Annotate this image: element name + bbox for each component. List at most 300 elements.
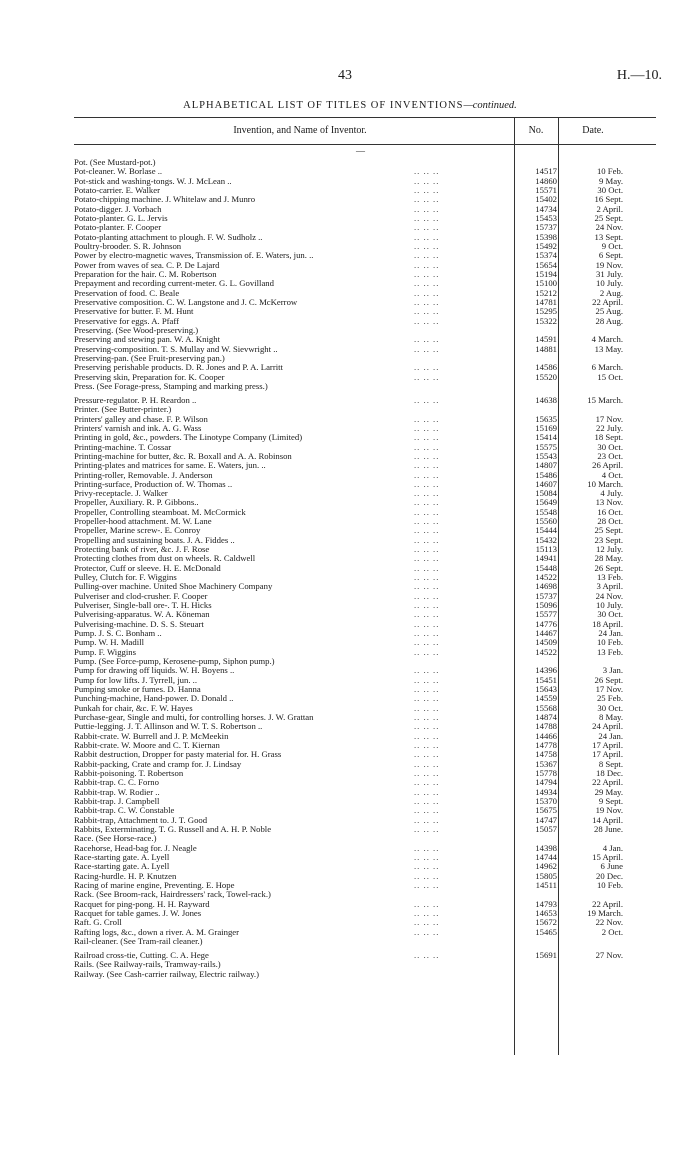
patent-number: 15402 [535,194,557,205]
leader-dots: .. .. .. [414,371,440,382]
patent-number: 15398 [535,231,557,242]
patent-number: 14941 [535,553,557,564]
application-date: 12 July. [596,544,623,555]
application-date: 22 April. [592,898,623,909]
leader-dots: .. .. .. [414,749,440,760]
leader-dots: .. .. .. [414,786,440,797]
patent-number: 14396 [535,665,557,676]
patent-number: 14522 [535,572,557,583]
patent-number: 14747 [535,814,557,825]
application-date: 25 Sept. [594,212,623,223]
table-row [0,564,700,573]
patent-number: 15113 [535,544,557,555]
table-row [0,909,700,918]
application-date: 23 Oct. [597,450,623,461]
invention-title: Race-starting gate. A. Lyell [74,852,170,862]
application-date: 10 July. [596,600,623,611]
leader-dots: .. .. .. [414,278,440,289]
invention-title: Preserving perishable products. D. R. Jones and P. A. Larritt [74,363,283,373]
leader-dots: .. .. .. [414,572,440,583]
patent-number: 14794 [535,777,557,788]
patent-number: 14509 [535,637,557,648]
leader-dots: .. .. .. [414,268,440,279]
leader-dots: .. .. .. [414,768,440,778]
invention-title: Potato-planter. F. Cooper [74,223,162,233]
invention-title: Pumping smoke or fumes. D. Hanna [74,685,201,695]
application-date: 24 April. [592,721,623,732]
leader-dots: .. .. .. [414,618,440,629]
leader-dots: .. .. .. [414,730,440,741]
invention-title: Rabbit destruction, Dropper for pasty material for. H. Grass [74,750,282,760]
patent-number: 15577 [535,609,557,620]
invention-title: Pump. W. H. Madill [74,638,144,648]
patent-number: 15643 [535,684,557,695]
patent-number: 15453 [535,212,557,223]
invention-title: Racehorse, Head-bag for. J. Neagle [74,843,197,853]
invention-title: Railway. (See Cash-carrier railway, Electric railway.) [74,969,259,979]
invention-title: Potato-planter. G. L. Jervis [74,213,168,223]
application-date: 28 May. [594,553,623,564]
table-row [0,788,700,797]
table-row [0,363,700,372]
table-row [0,461,700,470]
leader-dots: .. .. .. [414,637,440,648]
application-date: 26 April. [592,460,623,471]
leader-dots: .. .. .. [414,646,440,657]
leader-dots: .. .. .. [414,525,440,536]
table-row [0,391,700,405]
leader-dots: .. .. .. [414,222,440,233]
application-date: 24 Nov. [595,590,623,601]
invention-title: Printing-plates and matrices for same. E. Waters, jun. .. [74,461,266,471]
application-date: 9 Oct. [601,240,623,251]
patent-number: 15367 [535,758,557,769]
table-row [0,629,700,638]
invention-title: Press. (See Forage-press, Stamping and marking press.) [74,381,268,391]
table-row [0,676,700,685]
application-date: 6 June [600,861,623,872]
leader-dots: .. .. .. [414,194,440,205]
table-row [0,508,700,517]
patent-number: 15675 [535,805,557,816]
invention-title: Printing-machine for butter, &c. R. Boxall and A. A. Robinson [74,451,292,461]
application-date: 29 May. [594,786,623,797]
application-date: 31 July. [596,268,623,279]
table-row [0,433,700,442]
patent-number: 14511 [535,879,557,890]
leader-dots: .. .. .. [414,296,440,307]
application-date: 9 Sept. [598,795,623,806]
patent-number: 15520 [535,371,557,382]
patent-number: 14874 [535,712,557,723]
patent-number: 14807 [535,460,557,471]
invention-title: Printing-machine. T. Cossar [74,442,172,452]
invention-title: Preserving-pan. (See Fruit-preserving pan.) [74,353,225,363]
column-header-invention: Invention, and Name of Inventor. [233,125,367,136]
patent-number: 14934 [535,786,557,797]
patent-number: 15057 [535,823,557,834]
table-row [0,592,700,601]
table-row [0,317,700,326]
table-row [0,946,700,960]
table-row [0,648,700,657]
column-header-date: Date. [582,125,604,136]
leader-dots: .. .. .. [414,212,440,223]
invention-title: Preservation of food. C. Beale [74,288,180,298]
leader-dots: .. .. .. [414,907,440,918]
application-date: 2 April. [596,203,623,214]
leader-dots: .. .. .. [414,590,440,601]
application-date: 14 April. [592,814,623,825]
application-date: 18 Sept. [594,432,623,443]
invention-title: Propelling and sustaining boats. J. A. Fiddes .. [74,535,235,545]
leader-dots: .. .. .. [414,469,440,480]
table-row [0,638,700,647]
invention-title: Rabbit-poisoning. T. Robertson [74,769,184,778]
patent-number: 15649 [535,497,557,508]
patent-number: 14778 [535,740,557,751]
application-date: 13 Feb. [596,572,623,583]
invention-title: Racquet for table games. J. W. Jones [74,908,202,918]
invention-title: Potato-chipping machine. J. Whitelaw and J. Munro [74,195,256,205]
invention-title: Propeller, Auxiliary. R. P. Gibbons.. [74,498,199,508]
patent-number: 15635 [535,413,557,424]
invention-title: Pot-stick and washing-tongs. W. J. McLean .. [74,176,232,186]
patent-number: 14781 [535,296,557,307]
patent-number: 15100 [535,278,557,289]
application-date: 20 Dec. [595,870,623,881]
invention-title: Punching-machine, Hand-power. D. Donald .. [74,694,234,704]
application-date: 19 Nov. [595,805,623,816]
application-date: 2 Oct. [601,926,623,937]
table-row [0,382,700,391]
patent-number: 14744 [535,851,557,862]
application-date: 17 Nov. [595,413,623,424]
patent-number: 15560 [535,516,557,527]
application-date: 30 Oct. [597,441,623,452]
application-date: 24 Jan. [598,628,623,639]
patent-number: 14466 [535,730,557,741]
application-date: 2 Aug. [599,287,623,298]
application-date: 13 Sept. [594,231,623,242]
leader-dots: .. .. .. [414,712,440,723]
invention-title: Preservative for butter. F. M. Hunt [74,307,194,317]
invention-title: Rabbit-trap. C. W. Constable [74,806,175,816]
table-row [0,601,700,610]
patent-number: 14467 [535,628,557,639]
table-row [0,970,700,979]
leader-dots: .. .. .. [414,334,440,345]
list-title-text: ALPHABETICAL LIST OF TITLES OF INVENTIONS [183,100,464,111]
application-date: 24 Jan. [598,730,623,741]
list-title [0,100,700,111]
patent-number: 14398 [535,842,557,853]
leader-dots: .. .. .. [414,175,440,186]
patent-number: 14881 [535,343,557,354]
leader-dots: .. .. .. [414,460,440,471]
application-date: 8 May. [598,712,623,723]
leader-dots: .. .. .. [414,203,440,214]
patent-number: 14758 [535,749,557,760]
application-date: 17 April. [592,740,623,751]
application-date: 4 Oct. [601,469,623,480]
table-header-rule [74,144,656,145]
application-date: 17 April. [592,749,623,760]
application-date: 4 Jan. [602,842,623,853]
invention-title: Propeller-hood attachment. M. W. Lane [74,517,212,527]
invention-title: Protecting bank of river, &c. J. F. Rose [74,545,210,555]
invention-title: Pulley, Clutch for. F. Wiggins [74,573,177,583]
table-row [0,167,700,176]
invention-title: Puttie-legging. J. T. Allinson and W. T. S. Robertson .. [74,722,263,732]
invention-title: Protector, Cuff or sleeve. H. E. McDonald [74,563,221,573]
invention-title: Privy-receptacle. J. Walker [74,489,168,499]
table-top-rule [74,117,656,118]
table-row [0,881,700,890]
invention-title: Race. (See Horse-race.) [74,834,157,844]
invention-title: Pot. (See Mustard-pot.) [74,158,156,167]
table-row [0,177,700,186]
table-row [0,279,700,288]
leader-dots: .. .. .. [414,805,440,816]
invention-title: Protecting clothes from dust on wheels. R. Caldwell [74,554,256,564]
invention-title: Pulveriser and clod-crusher. F. Cooper [74,591,208,601]
invention-title: Race-starting gate. A. Lyell [74,862,170,872]
patent-number: 15575 [535,441,557,452]
table-row [0,960,700,969]
table-row [0,797,700,806]
invention-title: Preserving. (See Wood-preserving.) [74,325,199,335]
application-date: 23 Sept. [594,534,623,545]
invention-title: Pump for drawing off liquids. W. H. Boyens .. [74,666,235,676]
table-row [0,415,700,424]
patent-number: 15654 [535,259,557,270]
leader-dots: .. .. .. [414,721,440,732]
table-row [0,750,700,759]
table-row [0,443,700,452]
application-date: 15 March. [587,395,623,406]
table-row [0,657,700,666]
invention-title: Printer. (See Butter-printer.) [74,405,172,415]
application-date: 13 Feb. [596,646,623,657]
leader-dots: .. .. .. [414,758,440,769]
leader-dots: .. .. .. [414,497,440,508]
invention-title: Rabbit-trap. W. Rodier .. [74,787,160,797]
patent-number: 15778 [535,768,557,778]
leader-dots: .. .. .. [414,600,440,611]
patent-number: 15543 [535,450,557,461]
application-date: 25 Feb. [596,693,623,704]
patent-number: 15432 [535,534,557,545]
invention-title: Rabbits, Exterminating. T. G. Russell and A. H. P. Noble [74,824,272,834]
application-date: 27 Nov. [595,950,623,961]
leader-dots: .. .. .. [414,441,440,452]
table-row [0,195,700,204]
application-date: 28 June. [594,823,623,834]
patent-number: 15571 [535,184,557,195]
invention-title: Rail-cleaner. (See Tram-rail cleaner.) [74,936,203,946]
application-date: 3 April. [596,581,623,592]
patent-number: 14522 [535,646,557,657]
leader-dots: .. .. .. [414,665,440,676]
invention-title: Pot-cleaner. W. Borlase .. [74,167,163,177]
page-header [0,68,700,88]
application-date: 30 Oct. [597,184,623,195]
section-code: H.—10. [616,68,662,83]
application-date: 25 Sept. [594,525,623,536]
application-date: 16 Sept. [594,194,623,205]
table-row [0,345,700,354]
table-row [0,928,700,937]
invention-title: Racquet for ping-pong. H. H. Rayward [74,899,210,909]
application-date: 28 Aug. [595,315,623,326]
section-dash: — [356,146,365,156]
invention-title: Preservative composition. C. W. Langstone and J. C. McKerrow [74,297,298,307]
patent-number: 14559 [535,693,557,704]
application-date: 15 Oct. [597,371,623,382]
table-row [0,214,700,223]
column-header-no: No. [528,125,544,136]
invention-title: Power from waves of sea. C. P. De Lajard [74,260,220,270]
patent-number: 14517 [535,166,557,177]
invention-title: Pump for low lifts. J. Tyrrell, jun. .. [74,675,198,685]
leader-dots: .. .. .. [414,842,440,853]
invention-title: Pump. J. S. C. Bonham .. [74,629,162,639]
leader-dots: .. .. .. [414,879,440,890]
leader-dots: .. .. .. [414,432,440,443]
patent-number: 14607 [535,478,557,489]
patent-number: 14793 [535,898,557,909]
leader-dots: .. .. .. [414,413,440,424]
leader-dots: .. .. .. [414,609,440,620]
invention-title: Printing-surface, Production of. W. Thomas .. [74,479,233,489]
patent-number: 14788 [535,721,557,732]
application-date: 10 Feb. [596,637,623,648]
patent-number: 15737 [535,222,557,233]
patent-number: 15444 [535,525,557,536]
patent-number: 15096 [535,600,557,611]
invention-title: Propeller, Controlling steamboat. M. McCormick [74,507,246,517]
leader-dots: .. .. .. [414,450,440,461]
leader-dots: .. .. .. [414,950,440,961]
application-date: 28 Oct. [597,516,623,527]
table-row [0,685,700,694]
patent-number: 14860 [535,175,557,186]
patent-number: 15169 [535,422,557,433]
invention-title: Rabbit-trap. J. Campbell [74,796,160,806]
patent-number: 15805 [535,870,557,881]
table-row [0,242,700,251]
application-date: 13 May. [594,343,623,354]
patent-number: 15492 [535,240,557,251]
patent-number: 15486 [535,469,557,480]
table-row [0,480,700,489]
leader-dots: .. .. .. [414,693,440,704]
leader-dots: .. .. .. [414,422,440,433]
patent-number: 15737 [535,590,557,601]
invention-title: Purchase-gear, Single and multi, for controlling horses. J. W. Grattan [74,713,314,723]
application-date: 18 Dec. [595,768,623,778]
patent-number: 15465 [535,926,557,937]
inventions-list [0,158,700,979]
application-date: 3 Jan. [602,665,623,676]
patent-number: 15548 [535,506,557,517]
patent-number: 15691 [535,950,557,961]
invention-title: Preservative for eggs. A. Pfaff [74,316,180,326]
leader-dots: .. .. .. [414,478,440,489]
table-row [0,251,700,260]
application-date: 26 Sept. [594,562,623,573]
invention-title: Pulveriser, Single-ball ore-. T. H. Hicks [74,601,212,611]
application-date: 19 March. [587,907,623,918]
invention-title: Rabbit-crate. W. Burrell and J. P. McMeekin [74,731,229,741]
leader-dots: .. .. .. [414,814,440,825]
table-row [0,498,700,507]
invention-title: Pressure-regulator. P. H. Reardon .. [74,395,197,406]
patent-number: 14586 [535,362,557,373]
application-date: 24 Nov. [595,222,623,233]
application-date: 19 Nov. [595,259,623,270]
application-date: 8 Sept. [598,758,623,769]
leader-dots: .. .. .. [414,544,440,555]
leader-dots: .. .. .. [414,231,440,242]
invention-title: Rafting logs, &c., down a river. A. M. Grainger [74,927,240,937]
leader-dots: .. .. .. [414,343,440,354]
table-row [0,270,700,279]
application-date: 22 Nov. [595,917,623,928]
application-date: 6 Sept. [598,250,623,261]
invention-title: Potato-digger. J. Vorbach [74,204,162,214]
leader-dots: .. .. .. [414,362,440,373]
leader-dots: .. .. .. [414,851,440,862]
leader-dots: .. .. .. [414,823,440,834]
patent-number: 15084 [535,488,557,499]
application-date: 16 Oct. [597,506,623,517]
invention-title: Prepayment and recording current-meter. G. L. Govilland [74,279,274,289]
leader-dots: .. .. .. [414,861,440,872]
invention-title: Preserving skin, Preparation for. K. Cooper [74,372,225,382]
page-number: 43 [338,68,352,83]
invention-title: Pump. (See Force-pump, Kerosene-pump, Siphon pump.) [74,657,275,667]
leader-dots: .. .. .. [414,506,440,517]
patent-number: 15568 [535,702,557,713]
application-date: 30 Oct. [597,702,623,713]
leader-dots: .. .. .. [414,250,440,261]
patent-number: 15672 [535,917,557,928]
invention-title: Preparation for the hair. C. M. Robertson [74,269,217,279]
leader-dots: .. .. .. [414,516,440,527]
leader-dots: .. .. .. [414,684,440,695]
invention-title: Racing-hurdle. H. P. Knutzen [74,871,177,881]
invention-title: Pulverising-apparatus. W. A. Köneman [74,610,210,620]
application-date: 10 Feb. [596,879,623,890]
leader-dots: .. .. .. [414,240,440,251]
application-date: 10 March. [587,478,623,489]
invention-title: Pulverising-machine. D. S. S. Steuart [74,619,204,629]
leader-dots: .. .. .. [414,777,440,788]
invention-title: Pump. F. Wiggins [74,647,137,657]
table-row [0,918,700,927]
patent-number: 14653 [535,907,557,918]
patent-number: 14591 [535,334,557,345]
application-date: 10 Feb. [596,166,623,177]
invention-title: Power by electro-magnetic waves, Transmission of. E. Waters, jun. .. [74,251,314,261]
leader-dots: .. .. .. [414,898,440,909]
table-row [0,704,700,713]
leader-dots: .. .. .. [414,534,440,545]
table-row [0,489,700,498]
table-row [0,373,700,382]
